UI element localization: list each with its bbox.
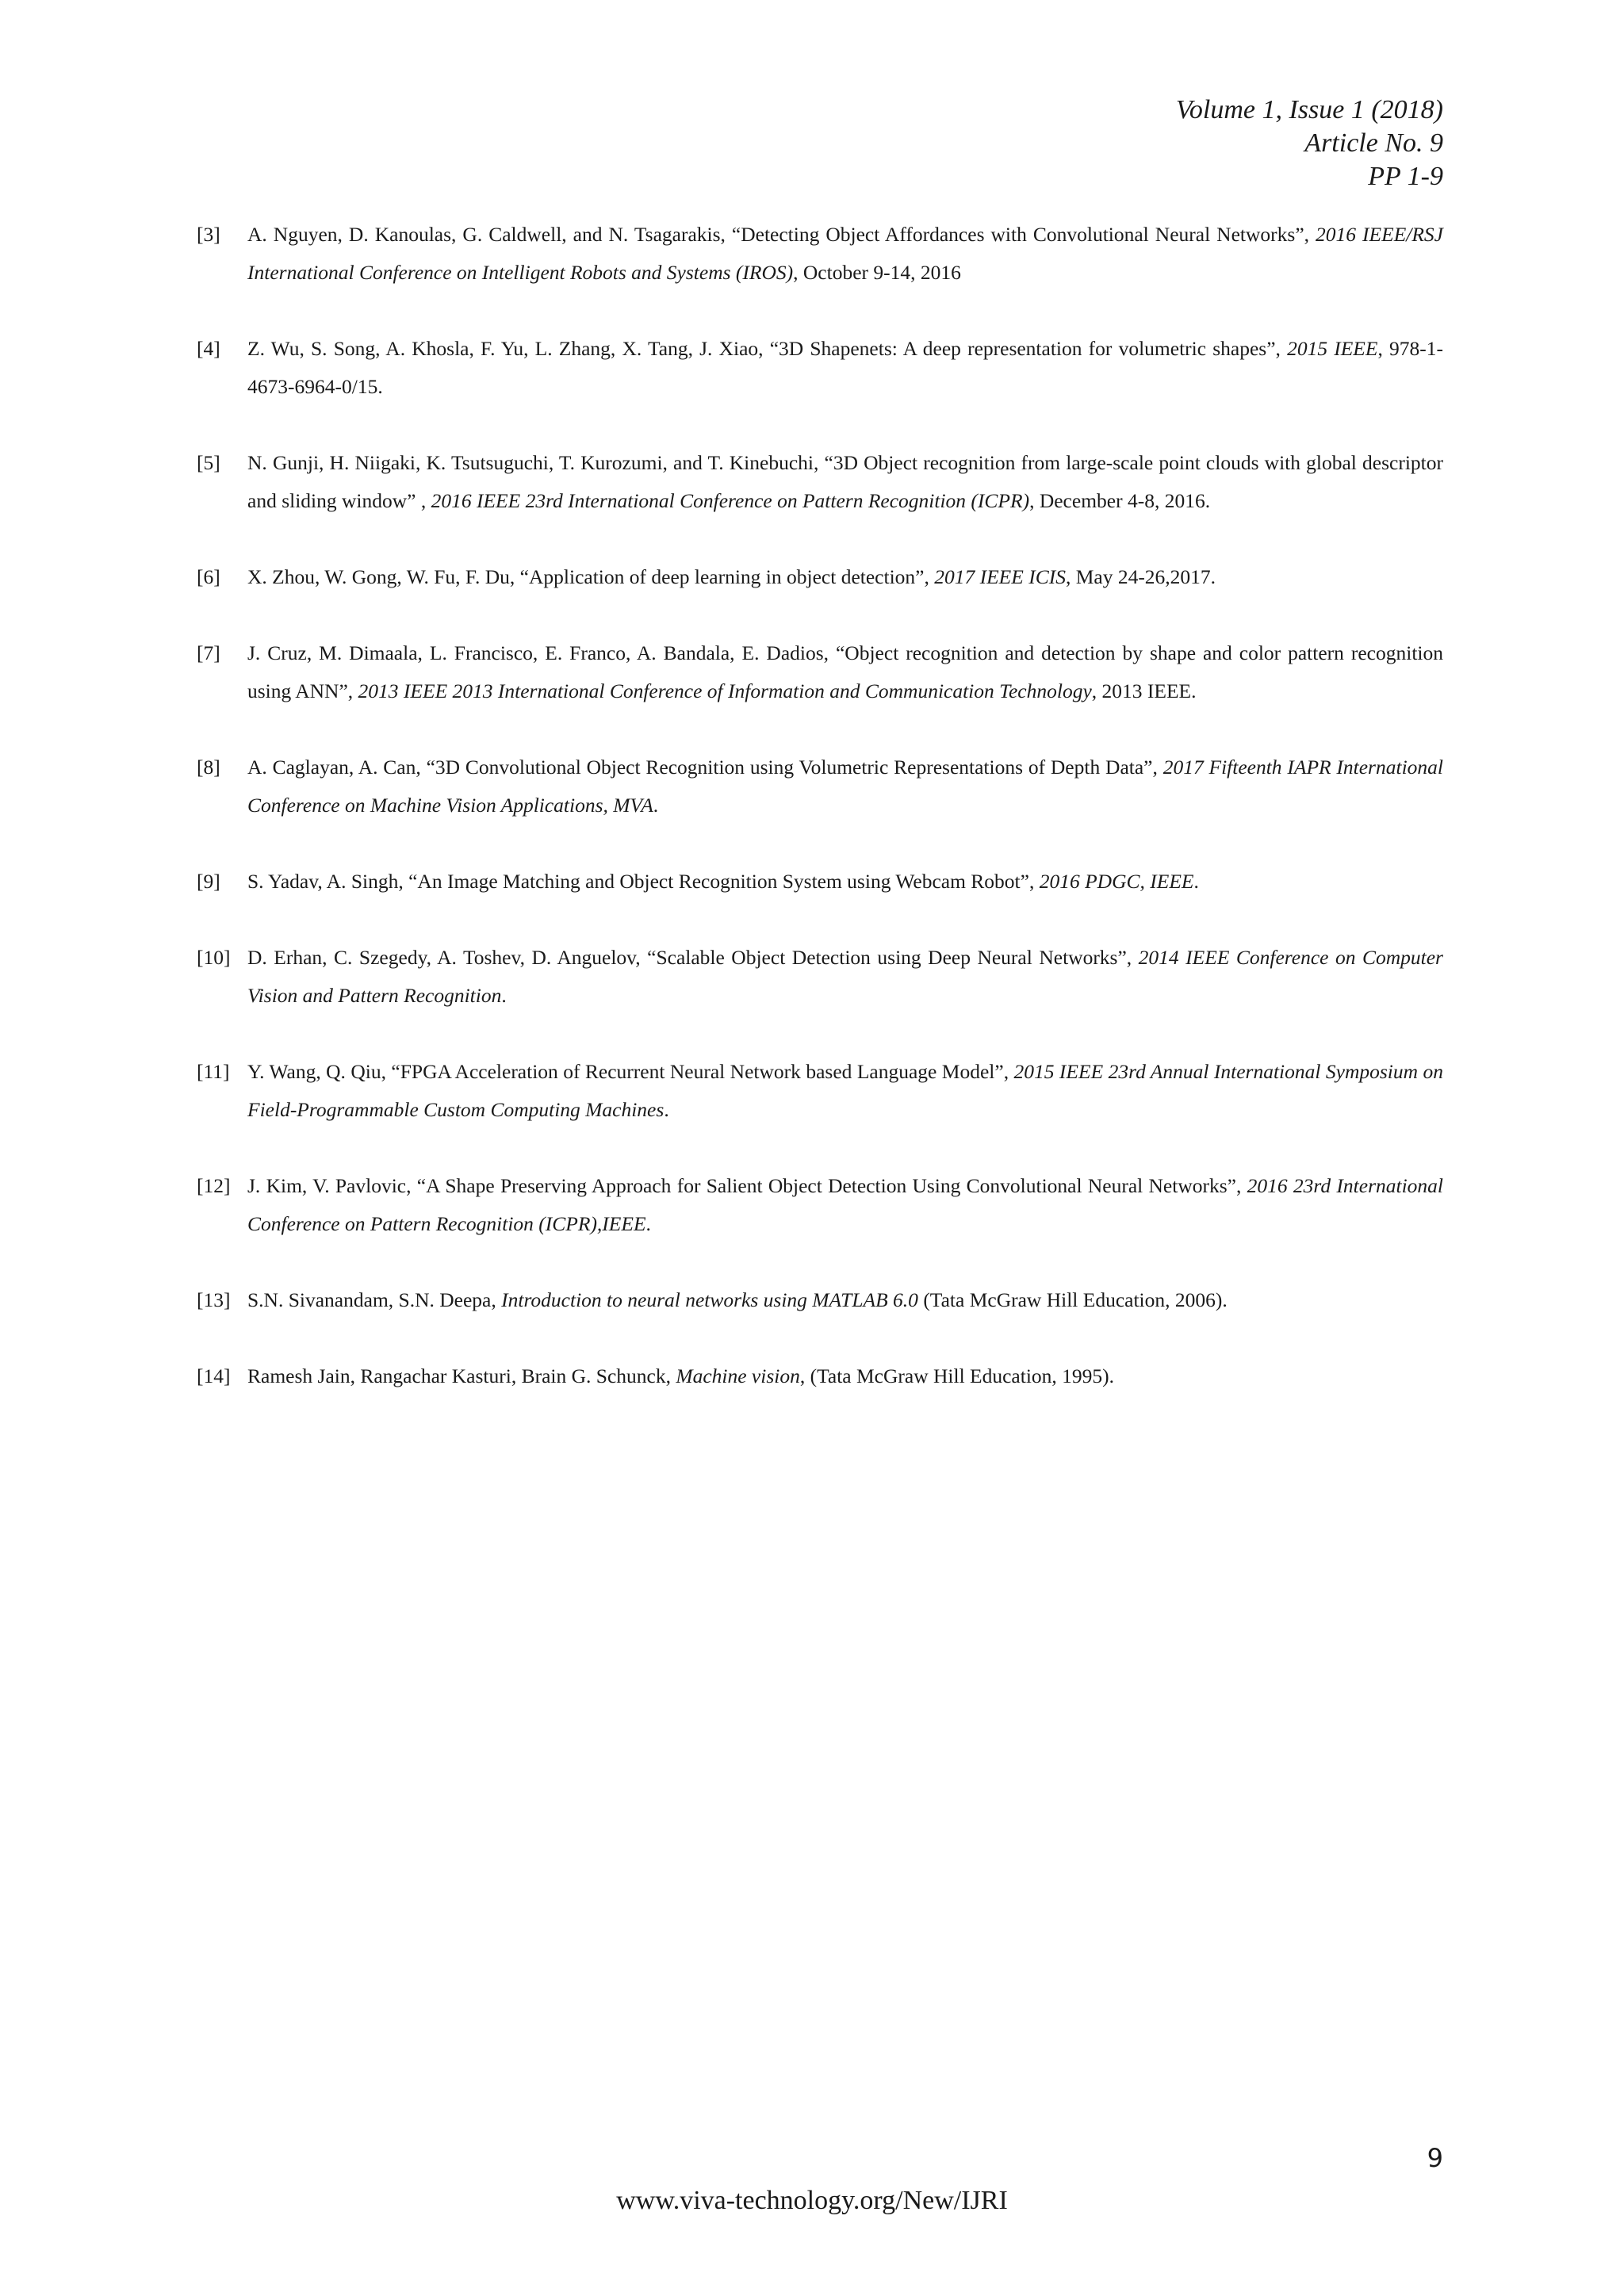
reference-text — [247, 634, 1443, 710]
reference-text — [247, 1281, 1443, 1319]
reference-segment: . — [645, 1212, 651, 1235]
reference-number: [12] — [197, 1174, 231, 1197]
reference-segment: Z. Wu, S. Song, A. Khosla, F. Yu, L. Zhang, X. Tang, J. Xiao, “3D Shapenets: A deep representation for volumetric shapes”, — [247, 337, 1288, 360]
reference-item — [197, 863, 1443, 901]
reference-segment: , (Tata McGraw Hill Education, 1995). — [799, 1364, 1115, 1387]
reference-number: [7] — [197, 641, 220, 664]
reference-text — [247, 1357, 1443, 1395]
reference-segment: . — [501, 984, 507, 1007]
reference-venue: 2016 IEEE/RSJ International Conference on Intelligent Robots and Systems (IROS) — [247, 223, 1443, 284]
reference-segment: , 978-1-4673-6964-0/15. — [247, 337, 1443, 398]
reference-item — [197, 1167, 1443, 1243]
reference-segment: J. Kim, V. Pavlovic, “A Shape Preserving Approach for Salient Object Detection Using Convolutional Neural Networks”, — [247, 1174, 1247, 1197]
reference-list — [197, 216, 1443, 1433]
article-number: Article No. 9 — [1304, 128, 1443, 158]
reference-venue: 2016 PDGC, IEEE — [1039, 870, 1194, 893]
page-number: 9 — [1427, 2143, 1443, 2173]
reference-text — [247, 748, 1443, 825]
reference-segment: Y. Wang, Q. Qiu, “FPGA Acceleration of Recurrent Neural Network based Language Model”, — [247, 1060, 1014, 1083]
reference-text — [247, 558, 1443, 596]
reference-number: [8] — [197, 756, 220, 779]
reference-number: [13] — [197, 1288, 231, 1311]
reference-number: [14] — [197, 1364, 231, 1387]
reference-segment: , May 24-26,2017. — [1065, 565, 1216, 588]
reference-segment: D. Erhan, C. Szegedy, A. Toshev, D. Anguelov, “Scalable Object Detection using Deep Neural Networks”, — [247, 946, 1139, 969]
reference-item — [197, 748, 1443, 825]
reference-venue: Machine vision — [676, 1364, 800, 1387]
reference-venue: 2015 IEEE — [1287, 337, 1378, 360]
reference-venue: 2017 Fifteenth IAPR International Conference on Machine Vision Applications, MVA — [247, 756, 1443, 817]
reference-number: [3] — [197, 223, 220, 246]
reference-number: [11] — [197, 1060, 230, 1083]
reference-segment: N. Gunji, H. Niigaki, K. Tsutsuguchi, T. Kurozumi, and T. Kinebuchi, “3D Object recognition from large-scale point clouds with global descriptor and sliding window” , — [247, 451, 1443, 512]
reference-venue: 2013 IEEE 2013 International Conference of Information and Communication Technology — [358, 679, 1092, 702]
reference-item — [197, 1357, 1443, 1395]
volume-issue: Volume 1, Issue 1 (2018) — [1175, 95, 1443, 124]
reference-text — [247, 939, 1443, 1015]
reference-item — [197, 216, 1443, 292]
reference-venue: 2015 IEEE 23rd Annual International Symposium on Field-Programmable Custom Computing Machines — [247, 1060, 1443, 1121]
reference-segment: . — [1193, 870, 1199, 893]
reference-venue: 2016 IEEE 23rd International Conference on Pattern Recognition (ICPR) — [431, 489, 1030, 512]
reference-number: [4] — [197, 337, 220, 360]
reference-segment: . — [664, 1098, 669, 1121]
reference-segment: , December 4-8, 2016. — [1029, 489, 1211, 512]
reference-text — [247, 216, 1443, 292]
reference-item — [197, 558, 1443, 596]
reference-item — [197, 444, 1443, 520]
reference-item — [197, 330, 1443, 406]
reference-number: [5] — [197, 451, 220, 474]
reference-venue: Introduction to neural networks using MATLAB 6.0 — [501, 1288, 918, 1311]
reference-item — [197, 1281, 1443, 1319]
reference-text — [247, 863, 1443, 901]
reference-text — [247, 1053, 1443, 1129]
reference-text — [247, 444, 1443, 520]
page-range: PP 1-9 — [1368, 162, 1443, 191]
reference-number: [6] — [197, 565, 220, 588]
footer-url: www.viva-technology.org/New/IJRI — [616, 2186, 1008, 2215]
reference-segment: A. Caglayan, A. Can, “3D Convolutional Object Recognition using Volumetric Representations of Depth Data”, — [247, 756, 1163, 779]
reference-number: [9] — [197, 870, 220, 893]
reference-segment: S. Yadav, A. Singh, “An Image Matching and Object Recognition System using Webcam Robot”, — [247, 870, 1040, 893]
reference-venue: 2014 IEEE Conference on Computer Vision and Pattern Recognition — [247, 946, 1443, 1007]
reference-segment: A. Nguyen, D. Kanoulas, G. Caldwell, and N. Tsagarakis, “Detecting Object Affordances with Convolutional Neural Networks”, — [247, 223, 1316, 246]
running-header — [1176, 94, 1443, 193]
reference-segment: Ramesh Jain, Rangachar Kasturi, Brain G. Schunck, — [247, 1364, 676, 1387]
reference-segment: (Tata McGraw Hill Education, 2006). — [917, 1288, 1228, 1311]
reference-text — [247, 1167, 1443, 1243]
reference-segment: J. Cruz, M. Dimaala, L. Francisco, E. Franco, A. Bandala, E. Dadios, “Object recognition and detection by shape and color pattern recognition using ANN”, — [247, 641, 1443, 702]
reference-segment: . — [653, 794, 659, 817]
reference-segment: , October 9-14, 2016 — [793, 261, 961, 284]
reference-venue: 2016 23rd International Conference on Pattern Recognition (ICPR),IEEE — [247, 1174, 1443, 1235]
reference-text — [247, 330, 1443, 406]
reference-item — [197, 1053, 1443, 1129]
reference-number: [10] — [197, 946, 231, 969]
reference-segment: , 2013 IEEE. — [1091, 679, 1197, 702]
reference-venue: 2017 IEEE ICIS — [934, 565, 1066, 588]
reference-item — [197, 634, 1443, 710]
reference-segment: S.N. Sivanandam, S.N. Deepa, — [247, 1288, 502, 1311]
reference-item — [197, 939, 1443, 1015]
reference-segment: X. Zhou, W. Gong, W. Fu, F. Du, “Application of deep learning in object detection”, — [247, 565, 935, 588]
